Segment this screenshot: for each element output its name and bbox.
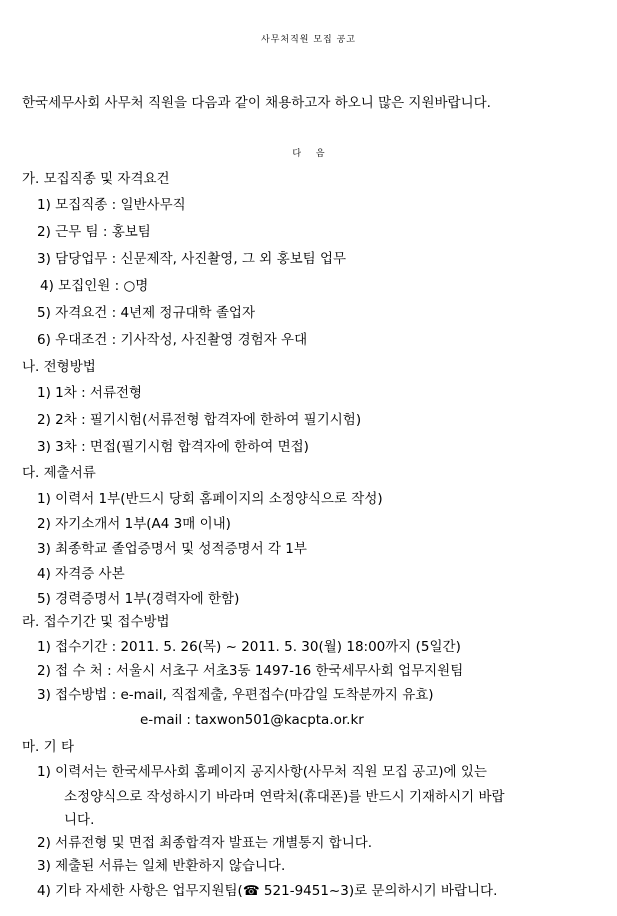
section-heading-ma: 마. 기 타 [22, 739, 74, 755]
list-item: 1) 1차 : 서류전형 [37, 385, 143, 401]
list-item: 4) 모집인원 : ○명 [40, 278, 149, 294]
page-title: 사무처직원 모집 공고 [261, 35, 356, 45]
list-item: 1) 접수기간 : 2011. 5. 26(목) ~ 2011. 5. 30(월) 18:00까지 (5일간) [37, 639, 461, 655]
list-item: 4) 기타 자세한 사항은 업무지원팀(☎ 521-9451~3)로 문의하시기 바랍니다. [37, 883, 498, 899]
list-item: 2) 접 수 처 : 서울시 서초구 서초3동 1497-16 한국세무사회 업무지원팀 [37, 663, 464, 679]
intro-text: 한국세무사회 사무처 직원을 다음과 같이 채용하고자 하오니 많은 지원바랍니다. [22, 95, 491, 111]
section-heading-ra: 라. 접수기간 및 접수방법 [22, 614, 170, 630]
section-heading-da: 다. 제출서류 [22, 465, 96, 481]
list-item: 3) 제출된 서류는 일체 반환하지 않습니다. [37, 858, 286, 874]
list-item: 2) 자기소개서 1부(A4 3매 이내) [37, 516, 231, 532]
list-item: 3) 접수방법 : e-mail, 직접제출, 우편접수(마감일 도착분까지 유효) [37, 687, 434, 703]
section-heading-na: 나. 전형방법 [22, 359, 96, 375]
list-item: 3) 3차 : 면접(필기시험 합격자에 한하여 면접) [37, 439, 309, 455]
list-item: 4) 자격증 사본 [37, 566, 125, 582]
list-item: 2) 서류전형 및 면접 최종합격자 발표는 개별통지 합니다. [37, 835, 373, 851]
center-label: 다 음 [292, 149, 325, 159]
list-item: 1) 이력서는 한국세무사회 홈페이지 공지사항(사무처 직원 모집 공고)에 있는 [37, 764, 487, 780]
list-item: 2) 2차 : 필기시험(서류전형 합격자에 한하여 필기시험) [37, 412, 362, 428]
list-item: 3) 최종학교 졸업증명서 및 성적증명서 각 1부 [37, 541, 307, 557]
list-item: 소정양식으로 작성하시기 바라며 연락처(휴대폰)를 반드시 기재하시기 바랍 [64, 789, 505, 805]
list-item: 1) 모집직종 : 일반사무직 [37, 197, 186, 213]
section-heading-ga: 가. 모집직종 및 자격요건 [22, 171, 170, 187]
list-item: 1) 이력서 1부(반드시 당회 홈페이지의 소정양식으로 작성) [37, 491, 383, 507]
email-line: e-mail : taxwon501@kacpta.or.kr [140, 712, 364, 728]
list-item: 2) 근무 팀 : 홍보팀 [37, 224, 151, 240]
list-item: 5) 자격요건 : 4년제 정규대학 졸업자 [37, 305, 255, 321]
list-item: 5) 경력증명서 1부(경력자에 한함) [37, 591, 240, 607]
list-item: 3) 담당업무 : 신문제작, 사진촬영, 그 외 홍보팀 업무 [37, 251, 347, 267]
list-item: 6) 우대조건 : 기사작성, 사진촬영 경험자 우대 [37, 332, 308, 348]
list-item: 니다. [64, 812, 95, 828]
